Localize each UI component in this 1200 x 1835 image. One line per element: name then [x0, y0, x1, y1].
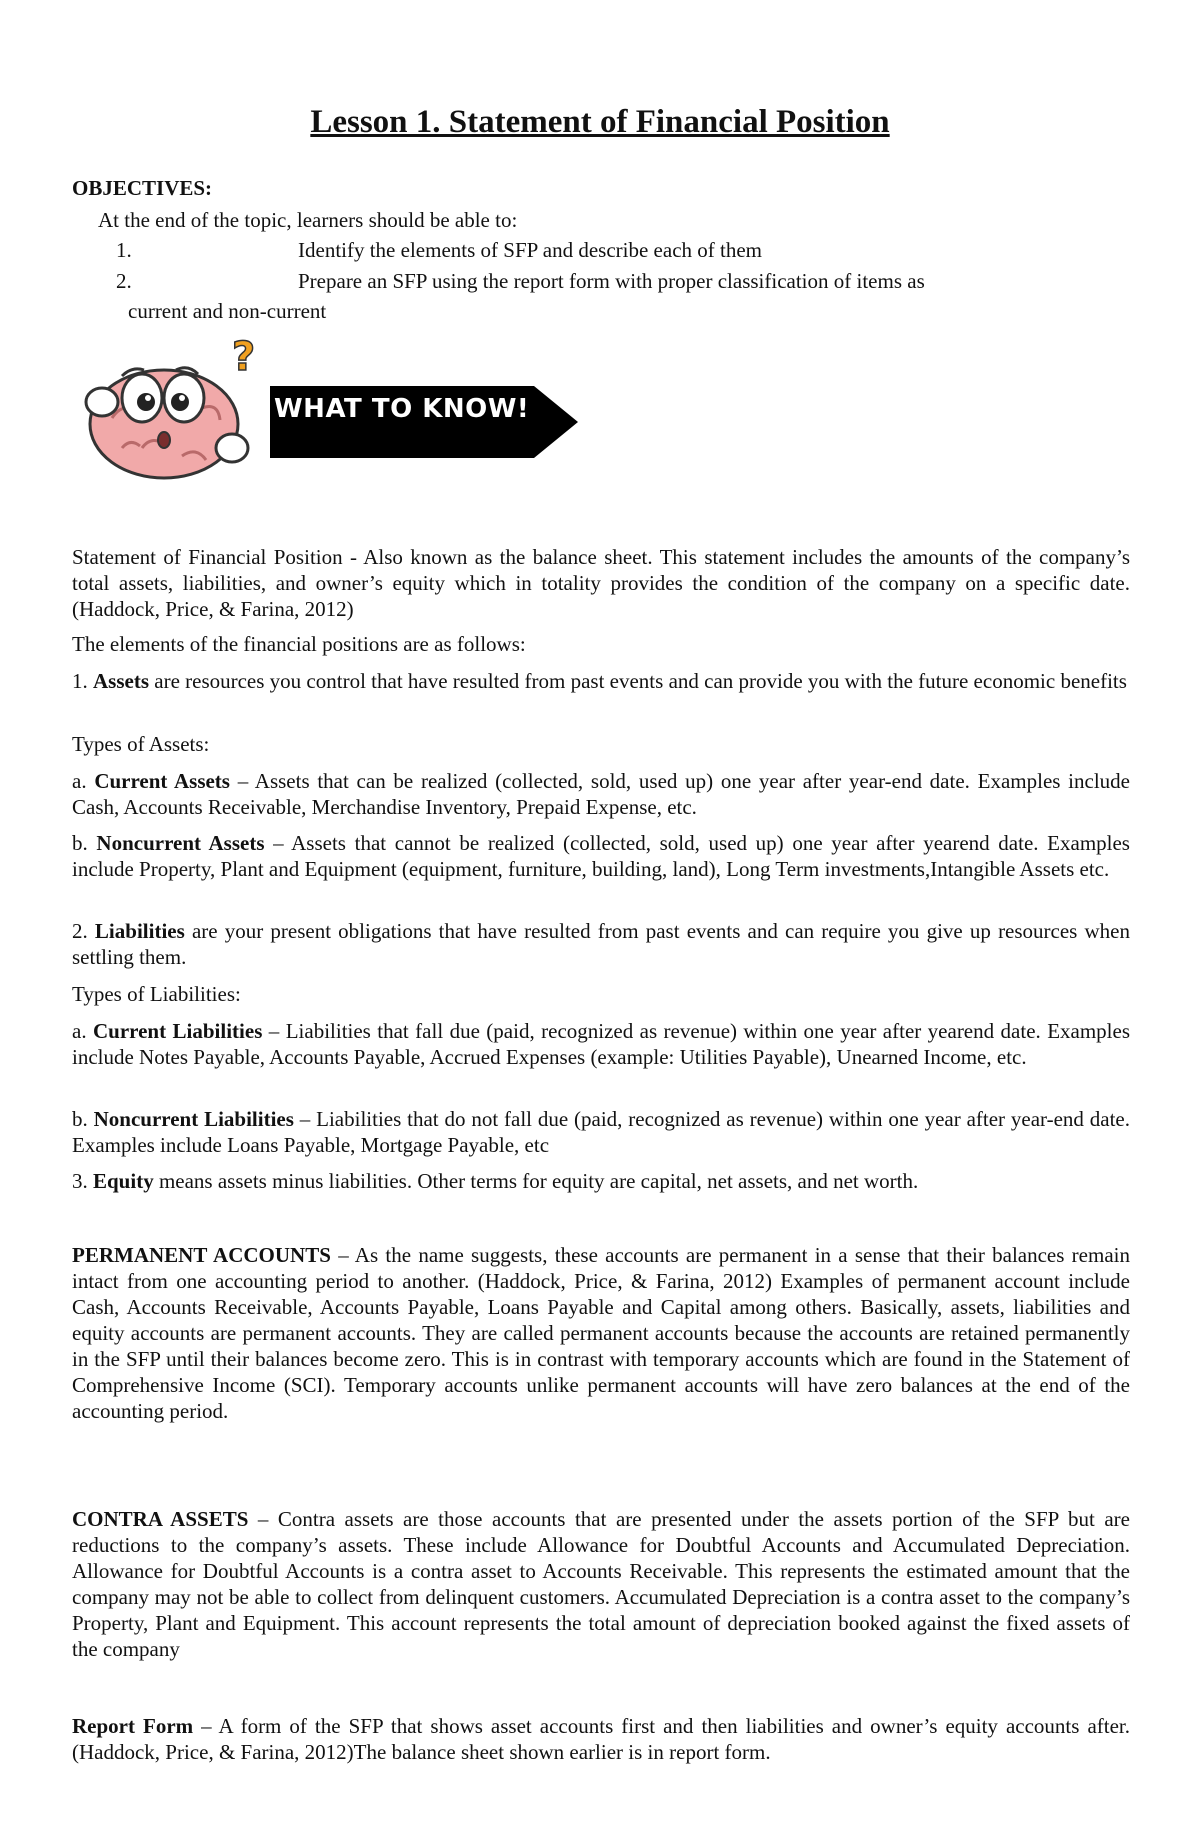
paragraph-permanent-accounts	[72, 1242, 1130, 1424]
objective-text: Prepare an SFP using the report form with proper classification of items as	[298, 269, 925, 293]
paragraph-equity	[72, 1168, 1130, 1194]
objective-number: 2.	[116, 269, 132, 293]
term-report-form: Report Form	[72, 1714, 194, 1738]
term-noncurrent-assets: Noncurrent Assets	[96, 831, 265, 855]
lesson-title: Lesson 1. Statement of Financial Position	[310, 104, 890, 140]
objectives-intro: At the end of the topic, learners should be able to:	[98, 208, 518, 232]
term-noncurrent-liabilities: Noncurrent Liabilities	[93, 1107, 294, 1131]
definition-text: – Liabilities that fall due (paid, recognized as revenue) within one year after yearend date. Examples include Notes Payable, Accounts Payable, Accrued Expenses (example: Utilities Payable), Unearned Income, etc.	[72, 1019, 1130, 1069]
item-letter: a.	[72, 769, 95, 793]
objective-text: Identify the elements of SFP and describe each of them	[298, 238, 762, 262]
definition-text: – A form of the SFP that shows asset accounts first and then liabilities and owner’s equity accounts after. (Haddock, Price, & Farina, 2012)The balance sheet shown earlier is in report form.	[72, 1714, 1130, 1764]
term-current-liabilities: Current Liabilities	[93, 1019, 263, 1043]
definition-text: – Contra assets are those accounts that are presented under the assets portion of the SFP but are reductions to the company’s assets. These include Allowance for Doubtful Accounts and Accumulated Depreciation. Allowance for Doubtful Accounts is a contra asset to Accounts Receivable. This represents the estimated amount that the company may not be able to collect from delinquent customers. Accumulated Depreciation is a contra asset to the company’s Property, Plant and Equipment. This account represents the total amount of depreciation booked against the fixed assets of the company	[72, 1507, 1130, 1661]
paragraph-report-form	[72, 1713, 1130, 1765]
svg-text:?: ?	[232, 334, 256, 380]
definition-text: – As the name suggests, these accounts are permanent in a sense that their balances remain intact from one accounting period to another. (Haddock, Price, & Farina, 2012) Examples of permanent account include Cash, Accounts Receivable, Accounts Payable, Loans Payable and Capital among others. Basically, assets, liabilities and equity accounts are permanent accounts. They are called permanent accounts because the accounts are retained permanently in the SFP until their balances become zero. This is in contrast with temporary accounts which are found in the Statement of Comprehensive Income (SCI). Temporary accounts unlike permanent accounts will have zero balances at the end of the accounting period.	[72, 1243, 1130, 1423]
item-number: 2.	[72, 919, 95, 943]
term-permanent-accounts: PERMANENT ACCOUNTS	[72, 1243, 331, 1267]
item-letter: b.	[72, 1107, 94, 1131]
definition-text: are your present obligations that have resulted from past events and can require you give up resources when settling them.	[72, 919, 1131, 969]
term-equity: Equity	[93, 1169, 154, 1193]
brain-mascot-icon	[72, 328, 268, 482]
objectives-heading: OBJECTIVES:	[72, 176, 213, 200]
paragraph-assets	[72, 668, 1130, 694]
paragraph-noncurrent-liabilities	[72, 1106, 1130, 1158]
paragraph-elements-intro: The elements of the financial positions are as follows:	[72, 632, 526, 656]
paragraph-current-liabilities	[72, 1018, 1130, 1070]
definition-text: – Liabilities that do not fall due (paid, recognized as revenue) within one year after year-end date. Examples include Loans Payable, Mortgage Payable, etc	[72, 1107, 1131, 1157]
definition-text: are resources you control that have resulted from past events and can provide you with the future economic benefits	[149, 669, 1127, 693]
item-letter: b.	[72, 831, 97, 855]
term-assets: Assets	[93, 669, 149, 693]
definition-text: means assets minus liabilities. Other terms for equity are capital, net assets, and net worth.	[153, 1169, 919, 1193]
banner-label: WHAT TO KNOW!	[274, 394, 530, 424]
term-liabilities: Liabilities	[94, 919, 185, 943]
paragraph-liabilities	[72, 918, 1130, 970]
paragraph-sfp-definition: Statement of Financial Position - Also known as the balance sheet. This statement includes the amounts of the company’s total assets, liabilities, and owner’s equity which in totality provides the condition of the company on a specific date. (Haddock, Price, & Farina, 2012)	[72, 545, 1130, 621]
definition-text: – Assets that can be realized (collected, sold, used up) one year after year-end date. Examples include Cash, Accounts Receivable, Merchandise Inventory, Prepaid Expense, etc.	[72, 769, 1130, 819]
definition-text: – Assets that cannot be realized (collected, sold, used up) one year after yearend date. Examples include Property, Plant and Equipment (equipment, furniture, building, land), Long Term investments,Intangible Assets etc.	[72, 831, 1130, 881]
paragraph-current-assets	[72, 768, 1130, 820]
objective-text-continued: current and non-current	[128, 299, 327, 323]
item-letter: a.	[72, 1019, 93, 1043]
paragraph-contra-assets	[72, 1506, 1130, 1662]
paragraph-types-of-liabilities: Types of Liabilities:	[72, 982, 241, 1006]
item-number: 1.	[72, 669, 93, 693]
paragraph-noncurrent-assets	[72, 830, 1130, 882]
term-contra-assets: CONTRA ASSETS	[72, 1507, 249, 1531]
term-current-assets: Current Assets	[94, 769, 230, 793]
item-number: 3.	[72, 1169, 93, 1193]
objective-number: 1.	[116, 238, 132, 262]
paragraph-types-of-assets: Types of Assets:	[72, 732, 210, 756]
